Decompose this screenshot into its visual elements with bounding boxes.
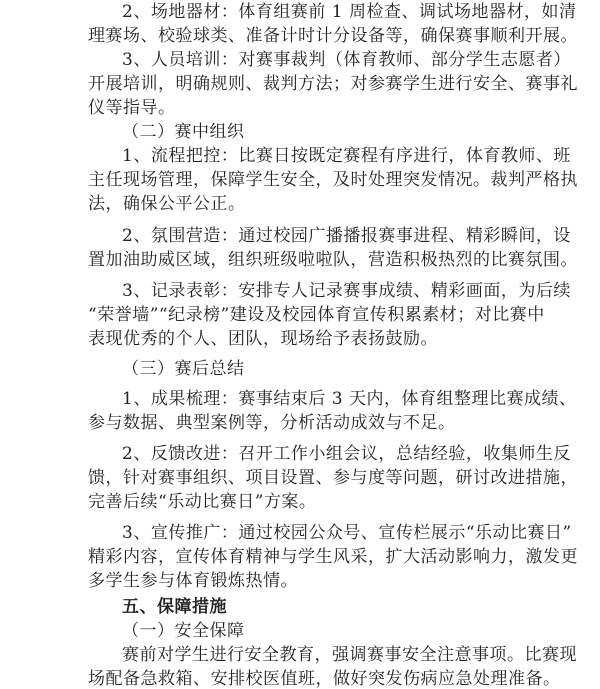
paragraph-line: 1、成果梳理：赛事结束后 3 天内，体育组整理比赛成绩、 — [122, 389, 577, 409]
paragraph-line: 法，确保公平公正。 — [88, 194, 246, 214]
paragraph-line: 开展培训，明确规则、裁判方法；对参赛学生进行安全、赛事礼 — [88, 74, 578, 94]
paragraph-line: 表现优秀的个人、团队，现场给予表扬鼓励。 — [88, 329, 438, 349]
paragraph-line: 2、氛围营造：通过校园广播播报赛事进程、精彩瞬间，设 — [122, 226, 571, 246]
paragraph-line: 场配备急救箱、安排校医值班，做好突发伤病应急处理准备。 — [88, 669, 561, 689]
paragraph-line: 3、记录表彰：安排专人记录赛事成绩、精彩画面，为后续 — [122, 281, 571, 301]
section-heading: 五、保障措施 — [122, 597, 227, 617]
paragraph-line: 精彩内容，宣传体育精神与学生风采，扩大活动影响力，激发更 — [88, 547, 578, 567]
paragraph-line: 3、人员培训：对赛事裁判（体育教师、部分学生志愿者） — [122, 50, 571, 70]
paragraph-line: 多学生参与体育锻炼热情。 — [88, 571, 298, 591]
paragraph-line: 2、反馈改进：召开工作小组会议，总结经验，收集师生反 — [122, 444, 571, 464]
paragraph-line: 置加油助威区域，组织班级啦啦队，营造积极热烈的比赛氛围。 — [88, 250, 578, 270]
paragraph-line: “荣誉墙”“纪录榜”建设及校园体育宣传积累素材；对比赛中 — [88, 305, 545, 325]
paragraph-line: 仪等指导。 — [88, 98, 176, 118]
subsection-heading: （二）赛中组织 — [122, 122, 245, 142]
subsection-heading: （三）赛后总结 — [122, 359, 245, 379]
paragraph-line: 1、流程把控：比赛日按既定赛程有序进行，体育教师、班 — [122, 146, 571, 166]
subsection-heading: （一）安全保障 — [122, 621, 245, 641]
paragraph-line: 完善后续“乐动比赛日”方案。 — [88, 492, 317, 512]
paragraph-line: 赛前对学生进行安全教育，强调赛事安全注意事项。比赛现 — [122, 645, 577, 665]
paragraph-line: 馈，针对赛事组织、项目设置、参与度等问题，研讨改进措施， — [88, 468, 578, 488]
paragraph-line: 2、场地器材：体育组赛前 1 周检查、调试场地器材，如清 — [122, 2, 577, 22]
paragraph-line: 理赛场、校验球类、准备计时计分设备等，确保赛事顺利开展。 — [88, 26, 578, 46]
paragraph-line: 3、宣传推广：通过校园公众号、宣传栏展示“乐动比赛日” — [122, 523, 572, 543]
paragraph-line: 主任现场管理，保障学生安全，及时处理突发情况。裁判严格执 — [88, 170, 578, 190]
paragraph-line: 参与数据、典型案例等，分析活动成效与不足。 — [88, 413, 456, 433]
